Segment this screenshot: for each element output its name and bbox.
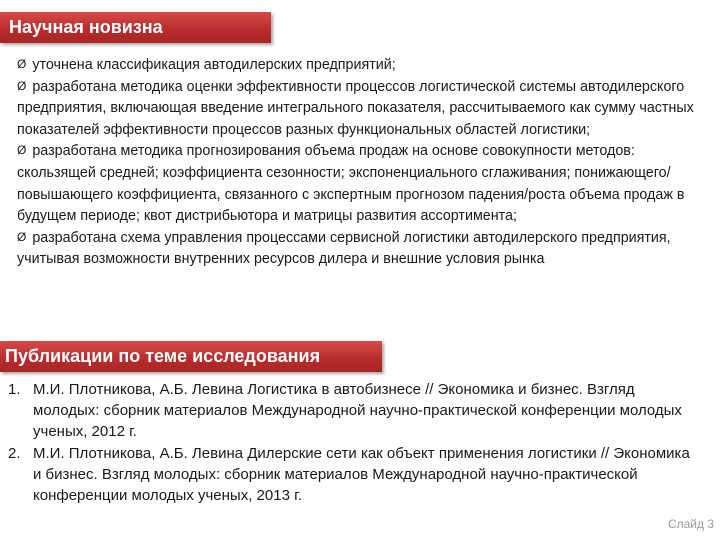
arrow-bullet-icon: Ø (17, 143, 27, 158)
publication-text: М.И. Плотникова, А.Б. Левина Логистика в автобизнесе // Экономика и бизнес. Взгляд молодых: сборник материалов Международной научно-практической конференции молодых ученых, 2012 г. (33, 381, 682, 441)
section-title-publications: Публикации по теме исследования (0, 341, 382, 372)
list-item-text: разработана схема управления процессами сервисной логистики автодилерского предприятия, учитывая возможности внутренних ресурсов дилера и внешние условия рынка (17, 229, 671, 268)
list-item (17, 141, 703, 227)
list-item (17, 228, 703, 271)
novelty-list (17, 55, 703, 271)
list-item-text: разработана методика оценки эффективности процессов логистической системы автодилерского предприятия, включающая введение интегрального показателя, рассчитываемого как сумму частных показателей эффективности процессов разных функциональных областей логистики; (17, 78, 694, 138)
list-item-text: разработана методика прогнозирования объема продаж на основе совокупности методов: скользящей средней; коэффициента сезонности; экспоненциального сглаживания; понижающего/повышающего коэффициента, связанного с экспертным прогнозом падения/роста объема продаж в будущем периоде; квот дистрибьютора и матрицы развития ассортимента; (17, 143, 685, 225)
slide-number: Слайд 3 (667, 517, 714, 531)
list-item (17, 55, 703, 77)
publication-text: М.И. Плотникова, А.Б. Левина Дилерские сети как объект применения логистики // Экономика и бизнес. Взгляд молодых: сборник материалов Международной научно-практической конференции молодых ученых, 2013 г. (33, 444, 690, 505)
publications-list (8, 379, 698, 506)
publication-item (8, 443, 698, 507)
arrow-bullet-icon: Ø (17, 229, 27, 244)
list-item-text: уточнена классификация автодилерских предприятий; (32, 57, 396, 73)
arrow-bullet-icon: Ø (17, 78, 27, 93)
publication-number: 2. (8, 444, 21, 462)
publication-item (8, 379, 698, 443)
publication-number: 1. (8, 381, 21, 398)
section-title-novelty: Научная новизна (0, 12, 271, 43)
list-item (17, 77, 703, 142)
arrow-bullet-icon: Ø (17, 57, 27, 71)
